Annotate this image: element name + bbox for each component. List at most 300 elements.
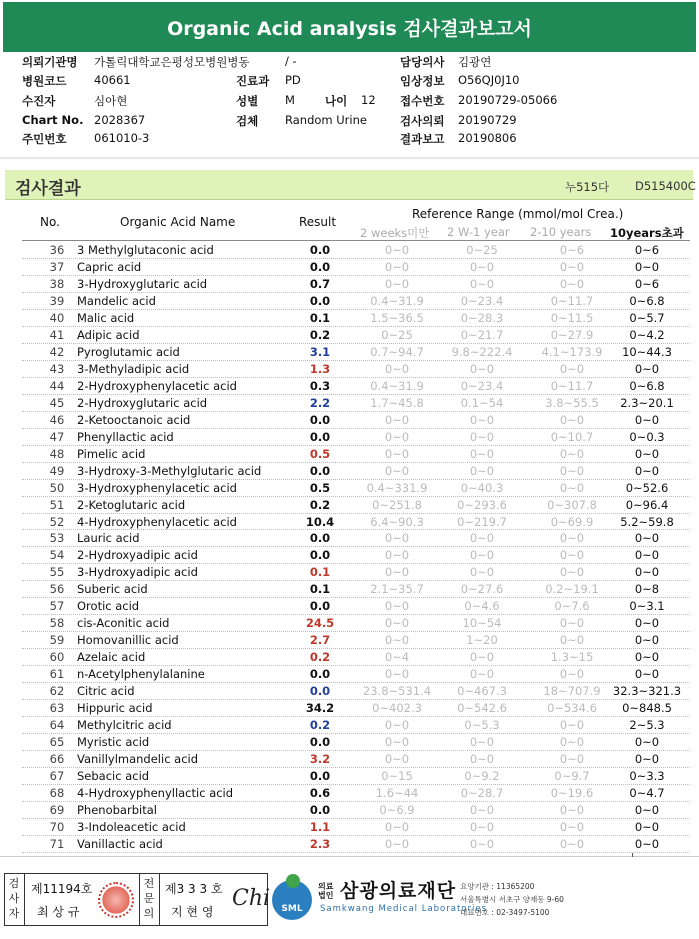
- range-2w-1y: 0~0: [469, 667, 495, 682]
- range-under-2-weeks: 6.4~90.3: [370, 514, 424, 529]
- doctor-value: 김광연: [458, 55, 492, 69]
- result-value: 0.5: [309, 446, 331, 461]
- row-number: 53: [49, 531, 65, 546]
- range-over-10y: 0~0: [634, 412, 660, 427]
- range-over-10y: 0~96.4: [625, 497, 669, 512]
- result-value: 34.2: [305, 701, 335, 716]
- range-under-2-weeks: 0~0: [384, 259, 410, 274]
- range-over-10y: 0~0: [634, 259, 660, 274]
- range-under-2-weeks: 0~0: [384, 361, 410, 376]
- table-row: [22, 463, 690, 480]
- range-2-10y: 0~0: [559, 446, 585, 461]
- range-under-2-weeks: 0~0: [384, 819, 410, 834]
- range-under-2-weeks: 0~0: [384, 752, 410, 767]
- result-value: 3.1: [309, 344, 331, 359]
- header-divider: [0, 157, 699, 159]
- table-row: [22, 429, 690, 446]
- result-value: 1.1: [309, 819, 331, 834]
- range-2w-1y: 0~28.3: [460, 310, 504, 325]
- section-code: D515400C: [635, 179, 696, 193]
- chart-label: Chart No.: [22, 113, 84, 127]
- range-over-10y: 0~4.7: [629, 786, 665, 800]
- range-2w-1y: 0~4.6: [464, 599, 500, 614]
- header-age-2: 2 W-1 year: [447, 225, 510, 239]
- result-value: 0.0: [309, 429, 331, 444]
- logo-person-icon: [286, 874, 300, 888]
- result-value: 0.0: [309, 548, 331, 563]
- range-over-10y: 10~44.3: [622, 344, 672, 359]
- row-number: 42: [49, 344, 65, 359]
- row-number: 59: [49, 633, 65, 648]
- table-row: [22, 683, 690, 700]
- acid-name: 2-Ketoglutaric acid: [77, 497, 186, 512]
- row-number: 62: [49, 684, 65, 699]
- acid-name: Adipic acid: [77, 327, 140, 342]
- table-row: [22, 446, 690, 463]
- result-value: 0.2: [309, 718, 331, 733]
- reported-label: 결과보고: [400, 132, 445, 146]
- range-over-10y: 0~0: [634, 802, 660, 817]
- row-number: 38: [49, 276, 65, 291]
- row-number: 48: [49, 446, 65, 461]
- recipient-label: 수진자: [22, 94, 56, 108]
- range-2w-1y: 0~0: [469, 361, 495, 376]
- lab-address: 서울특별시 서초구 양재동 9-60: [460, 895, 564, 904]
- header-name: Organic Acid Name: [120, 215, 236, 229]
- row-number: 58: [49, 616, 65, 631]
- row-number: 64: [49, 718, 65, 733]
- range-over-10y: 0~0: [634, 819, 660, 834]
- range-2w-1y: 0~28.7: [460, 786, 504, 800]
- acid-name: Malic acid: [77, 310, 135, 325]
- table-header: [22, 205, 690, 241]
- range-2-10y: 0~0: [559, 565, 585, 580]
- range-under-2-weeks: 0~0: [384, 735, 410, 750]
- range-2-10y: 0~19.6: [550, 786, 594, 800]
- range-2-10y: 0~0: [559, 752, 585, 767]
- hospital-value: 가톨릭대학교은평성모병원병동: [94, 55, 250, 69]
- row-number: 39: [49, 293, 65, 308]
- section-count: 누515다: [565, 180, 610, 194]
- range-under-2-weeks: 1.7~45.8: [370, 395, 424, 410]
- requested-value: 20190729: [458, 113, 517, 127]
- acid-name: Mandelic acid: [77, 293, 156, 308]
- range-under-2-weeks: 0~0: [384, 446, 410, 461]
- result-value: 0.0: [309, 531, 331, 546]
- table-row: [22, 497, 690, 514]
- range-2-10y: 0~6: [559, 243, 585, 257]
- table-row: [22, 344, 690, 361]
- range-2-10y: 0~0: [559, 819, 585, 834]
- age-value: 12: [361, 93, 376, 107]
- table-row: [22, 649, 690, 666]
- range-under-2-weeks: 0~251.8: [372, 497, 422, 512]
- range-over-10y: 5.2~59.8: [620, 514, 674, 529]
- result-value: 0.1: [309, 582, 331, 597]
- range-2-10y: 0~0: [559, 667, 585, 682]
- range-2w-1y: 0~0: [469, 752, 495, 767]
- sex-label: 성별: [236, 94, 259, 108]
- result-value: 10.4: [305, 514, 335, 529]
- range-2-10y: 0~0: [559, 412, 585, 427]
- row-number: 71: [49, 836, 65, 851]
- table-row: [22, 259, 690, 276]
- range-2-10y: 0~307.8: [547, 497, 597, 512]
- range-2w-1y: 0~0: [469, 446, 495, 461]
- results-table: [22, 242, 690, 853]
- acid-name: 3-Methyladipic acid: [77, 361, 190, 376]
- range-2w-1y: 0~25: [466, 243, 498, 257]
- range-under-2-weeks: 0.4~31.9: [370, 293, 424, 308]
- table-row: [22, 785, 690, 802]
- range-2-10y: 0~0: [559, 548, 585, 563]
- range-2-10y: 0~0: [559, 531, 585, 546]
- acid-name: Suberic acid: [77, 582, 148, 597]
- footer-tick: [632, 853, 633, 857]
- result-value: 2.3: [309, 836, 331, 851]
- result-value: 0.0: [309, 463, 331, 478]
- range-2-10y: 0~0: [559, 259, 585, 274]
- specialist-name: 지 현 영: [171, 905, 214, 919]
- row-number: 49: [49, 463, 65, 478]
- row-number: 69: [49, 802, 65, 817]
- range-under-2-weeks: 0~0: [384, 616, 410, 631]
- range-2-10y: 0~10.7: [550, 429, 594, 444]
- clinical-value: O56QJ0J10: [458, 73, 520, 87]
- range-over-10y: 0~0: [634, 361, 660, 376]
- result-value: 0.0: [309, 769, 331, 784]
- table-row: [22, 395, 690, 412]
- dept-value: PD: [285, 73, 301, 87]
- range-under-2-weeks: 0~0: [384, 599, 410, 614]
- result-value: 0.0: [309, 667, 331, 682]
- table-row: [22, 242, 690, 259]
- header-result: Result: [299, 215, 337, 229]
- result-value: 3.2: [309, 752, 331, 767]
- range-2w-1y: 0~0: [469, 650, 495, 665]
- row-number: 68: [49, 786, 65, 800]
- table-row: [22, 615, 690, 632]
- table-row: [22, 751, 690, 768]
- range-under-2-weeks: 1.5~36.5: [370, 310, 424, 325]
- acid-name: Vanillactic acid: [77, 836, 163, 851]
- range-2-10y: 0~0: [559, 480, 585, 495]
- range-2w-1y: 0~0: [469, 412, 495, 427]
- range-over-10y: 0~0: [634, 548, 660, 563]
- range-over-10y: 0~0: [634, 650, 660, 665]
- range-under-2-weeks: 0~0: [384, 243, 410, 257]
- range-under-2-weeks: 0~4: [384, 650, 410, 665]
- table-row: [22, 530, 690, 547]
- acid-name: Phenyllactic acid: [77, 429, 174, 444]
- range-under-2-weeks: 0~0: [384, 463, 410, 478]
- range-2w-1y: 0~0: [469, 836, 495, 851]
- range-2-10y: 1.3~15: [550, 650, 594, 665]
- acid-name: Azelaic acid: [77, 650, 146, 665]
- range-2-10y: 0~0: [559, 463, 585, 478]
- acid-name: 4-Hydroxyphenyllactic acid: [77, 786, 234, 800]
- range-over-10y: 0~0: [634, 752, 660, 767]
- row-number: 51: [49, 497, 65, 512]
- report-title-bar: [3, 2, 696, 52]
- range-over-10y: 0~0: [634, 735, 660, 750]
- result-value: 0.7: [309, 276, 331, 291]
- range-2w-1y: 0~293.6: [457, 497, 507, 512]
- range-under-2-weeks: 0.4~31.9: [370, 378, 424, 393]
- range-over-10y: 0~3.1: [629, 599, 665, 614]
- table-row: [22, 768, 690, 785]
- acid-name: 2-Hydroxyadipic acid: [77, 548, 198, 563]
- result-value: 0.0: [309, 802, 331, 817]
- range-over-10y: 2.3~20.1: [620, 395, 674, 410]
- acid-name: Phenobarbital: [77, 802, 157, 817]
- lab-logo: [272, 874, 692, 926]
- range-2w-1y: 0~0: [469, 735, 495, 750]
- range-over-10y: 0~0: [634, 633, 660, 648]
- table-row: [22, 514, 690, 531]
- range-over-10y: 32.3~321.3: [612, 684, 682, 699]
- row-number: 63: [49, 701, 65, 716]
- hospital-code-label: 병원코드: [22, 74, 67, 88]
- result-value: 1.3: [309, 361, 331, 376]
- acid-name: Homovanillic acid: [77, 633, 179, 648]
- range-2w-1y: 0~0: [469, 819, 495, 834]
- header-no: No.: [40, 215, 60, 229]
- chart-value: 2028367: [94, 113, 146, 127]
- hospital-label: 의뢰기관명: [22, 55, 78, 69]
- row-number: 54: [49, 548, 65, 563]
- range-over-10y: 0~52.6: [625, 480, 669, 495]
- range-2w-1y: 0~21.7: [460, 327, 504, 342]
- acid-name: 2-Hydroxyphenylacetic acid: [77, 378, 237, 393]
- inst-code: 요양기관 : 11365200: [460, 882, 535, 891]
- id-value: 061010-3: [94, 131, 150, 145]
- requested-label: 검사의뢰: [400, 114, 445, 128]
- acid-name: Pyroglutamic acid: [77, 344, 180, 359]
- lab-contact: [460, 880, 564, 919]
- table-row: [22, 581, 690, 598]
- range-under-2-weeks: 0~0: [384, 276, 410, 291]
- result-value: 24.5: [305, 616, 335, 631]
- result-value: 0.0: [309, 293, 331, 308]
- range-2w-1y: 0~0: [469, 429, 495, 444]
- row-number: 67: [49, 769, 65, 784]
- table-row: [22, 802, 690, 819]
- table-row: [22, 378, 690, 395]
- range-2w-1y: 9.8~222.4: [451, 344, 513, 359]
- row-number: 61: [49, 667, 65, 682]
- range-over-10y: 0~0: [634, 667, 660, 682]
- footer-rule: [0, 856, 699, 857]
- row-number: 65: [49, 735, 65, 750]
- range-over-10y: 0~6.8: [629, 378, 665, 393]
- range-over-10y: 0~0.3: [629, 429, 665, 444]
- table-row: [22, 547, 690, 564]
- range-2w-1y: 10~54: [462, 616, 502, 631]
- range-2-10y: 0~0: [559, 718, 585, 733]
- header-rule: [22, 240, 690, 241]
- result-value: 0.1: [309, 310, 331, 325]
- range-over-10y: 0~8: [634, 582, 660, 597]
- table-row: [22, 598, 690, 615]
- examiner-label: 검사자: [8, 877, 20, 920]
- result-value: 0.0: [309, 259, 331, 274]
- acid-name: Capric acid: [77, 259, 142, 274]
- range-2w-1y: 0~0: [469, 802, 495, 817]
- acid-name: 2-Hydroxyglutaric acid: [77, 395, 208, 410]
- recipient-value: 심아현: [94, 94, 128, 108]
- range-2-10y: 0.2~19.1: [545, 582, 599, 597]
- range-over-10y: 2~5.3: [629, 718, 665, 733]
- acid-name: Pimelic acid: [77, 446, 146, 461]
- acid-name: Methylcitric acid: [77, 718, 172, 733]
- acid-name: 3-Hydroxyglutaric acid: [77, 276, 208, 291]
- signature-box: [4, 873, 271, 926]
- table-row: [22, 276, 690, 293]
- row-number: 37: [49, 259, 65, 274]
- acid-name: 3-Hydroxyadipic acid: [77, 565, 198, 580]
- row-number: 55: [49, 565, 65, 580]
- result-value: 0.0: [309, 412, 331, 427]
- range-over-10y: 0~0: [634, 616, 660, 631]
- result-value: 0.6: [309, 786, 331, 800]
- acid-name: Orotic acid: [77, 599, 140, 614]
- range-2-10y: 0~11.5: [550, 310, 594, 325]
- acid-name: Lauric acid: [77, 531, 140, 546]
- range-2w-1y: 1~20: [466, 633, 498, 648]
- range-under-2-weeks: 1.6~44: [375, 786, 419, 800]
- range-2-10y: 0~0: [559, 802, 585, 817]
- range-under-2-weeks: 0~0: [384, 548, 410, 563]
- id-label: 주민번호: [22, 132, 67, 146]
- range-2w-1y: 0~467.3: [457, 684, 507, 699]
- result-value: 0.0: [309, 243, 331, 257]
- range-over-10y: 0~0: [634, 836, 660, 851]
- result-value: 0.2: [309, 650, 331, 665]
- result-value: 0.0: [309, 684, 331, 699]
- result-value: 0.2: [309, 497, 331, 512]
- row-number: 36: [49, 243, 65, 257]
- range-2-10y: 0~0: [559, 616, 585, 631]
- table-row: [22, 361, 690, 378]
- specimen-label: 검체: [236, 114, 259, 128]
- range-under-2-weeks: 0~0: [384, 565, 410, 580]
- row-number: 57: [49, 599, 65, 614]
- acid-name: Myristic acid: [77, 735, 150, 750]
- row-number: 41: [49, 327, 65, 342]
- range-2w-1y: 0~0: [469, 565, 495, 580]
- header-age-3: 2-10 years: [530, 225, 592, 239]
- logo-badge: SML: [281, 904, 303, 914]
- sex-value: M: [285, 93, 295, 107]
- row-number: 46: [49, 412, 65, 427]
- range-2w-1y: 0~27.6: [460, 582, 504, 597]
- table-row: [22, 564, 690, 581]
- table-row: [22, 310, 690, 327]
- result-value: 0.3: [309, 378, 331, 393]
- table-row: [22, 412, 690, 429]
- lab-phone: 대표번호 : 02-3497-5100: [460, 908, 550, 917]
- range-2-10y: 0~0: [559, 633, 585, 648]
- range-over-10y: 0~4.2: [629, 327, 665, 342]
- range-2-10y: 0~69.9: [550, 514, 594, 529]
- range-over-10y: 0~0: [634, 565, 660, 580]
- range-under-2-weeks: 0~0: [384, 412, 410, 427]
- row-number: 60: [49, 650, 65, 665]
- range-2-10y: 0~27.9: [550, 327, 594, 342]
- result-value: 2.7: [309, 633, 331, 648]
- specialist-license: 제3 3 3 호: [165, 882, 223, 896]
- examiner-seal-icon: [98, 882, 134, 918]
- range-over-10y: 0~848.5: [622, 701, 672, 716]
- range-over-10y: 0~5.7: [629, 310, 665, 325]
- range-2w-1y: 0~23.4: [460, 293, 504, 308]
- header-age-1: 2 weeks미만: [360, 226, 430, 240]
- table-row: [22, 836, 690, 853]
- header-age-4: 10years초과: [610, 226, 684, 240]
- acid-name: 3-Hydroxyphenylacetic acid: [77, 480, 237, 495]
- table-row: [22, 700, 690, 717]
- row-number: 44: [49, 378, 65, 393]
- range-2w-1y: 0~40.3: [460, 480, 504, 495]
- range-2w-1y: 0~23.4: [460, 378, 504, 393]
- range-2-10y: 0~0: [559, 276, 585, 291]
- range-under-2-weeks: 0~402.3: [372, 701, 422, 716]
- result-value: 0.1: [309, 565, 331, 580]
- results-section-bar: [5, 170, 696, 200]
- acid-name: cis-Aconitic acid: [77, 616, 170, 631]
- range-2w-1y: 0~0: [469, 259, 495, 274]
- divider: [24, 874, 25, 925]
- row-number: 43: [49, 361, 65, 376]
- range-2-10y: 0~0: [559, 361, 585, 376]
- range-under-2-weeks: 0~6.9: [379, 802, 415, 817]
- range-under-2-weeks: 0~0: [384, 836, 410, 851]
- range-under-2-weeks: 23.8~531.4: [362, 684, 432, 699]
- range-2-10y: 3.8~55.5: [545, 395, 599, 410]
- range-2w-1y: 0~0: [469, 463, 495, 478]
- table-row: [22, 632, 690, 649]
- range-over-10y: 0~3.3: [629, 769, 665, 784]
- range-under-2-weeks: 0~0: [384, 531, 410, 546]
- range-over-10y: 0~6.8: [629, 293, 665, 308]
- table-row: [22, 717, 690, 734]
- result-value: 0.0: [309, 735, 331, 750]
- acid-name: Vanillylmandelic acid: [77, 752, 199, 767]
- acid-name: n-Acetylphenylalanine: [77, 667, 205, 682]
- logo-name: 삼광의료재단: [340, 880, 457, 902]
- range-2-10y: 0~11.7: [550, 378, 594, 393]
- acid-name: 3-Hydroxy-3-Methylglutaric acid: [77, 463, 262, 478]
- table-row: [22, 734, 690, 751]
- receipt-label: 접수번호: [400, 94, 445, 108]
- row-number: 56: [49, 582, 65, 597]
- row-number: 70: [49, 819, 65, 834]
- acid-name: Hippuric acid: [77, 701, 153, 716]
- specimen-value: Random Urine: [285, 113, 367, 127]
- specialist-signature: Chi: [232, 886, 271, 911]
- range-2w-1y: 0~542.6: [457, 701, 507, 716]
- row-divider: [22, 852, 690, 853]
- table-row: [22, 293, 690, 310]
- range-2w-1y: 0~0: [469, 548, 495, 563]
- divider: [159, 874, 160, 925]
- range-2-10y: 0~0: [559, 836, 585, 851]
- row-number: 52: [49, 514, 65, 529]
- range-2-10y: 0~534.6: [547, 701, 597, 716]
- range-under-2-weeks: 0~0: [384, 429, 410, 444]
- doctor-label: 담당의사: [400, 55, 445, 69]
